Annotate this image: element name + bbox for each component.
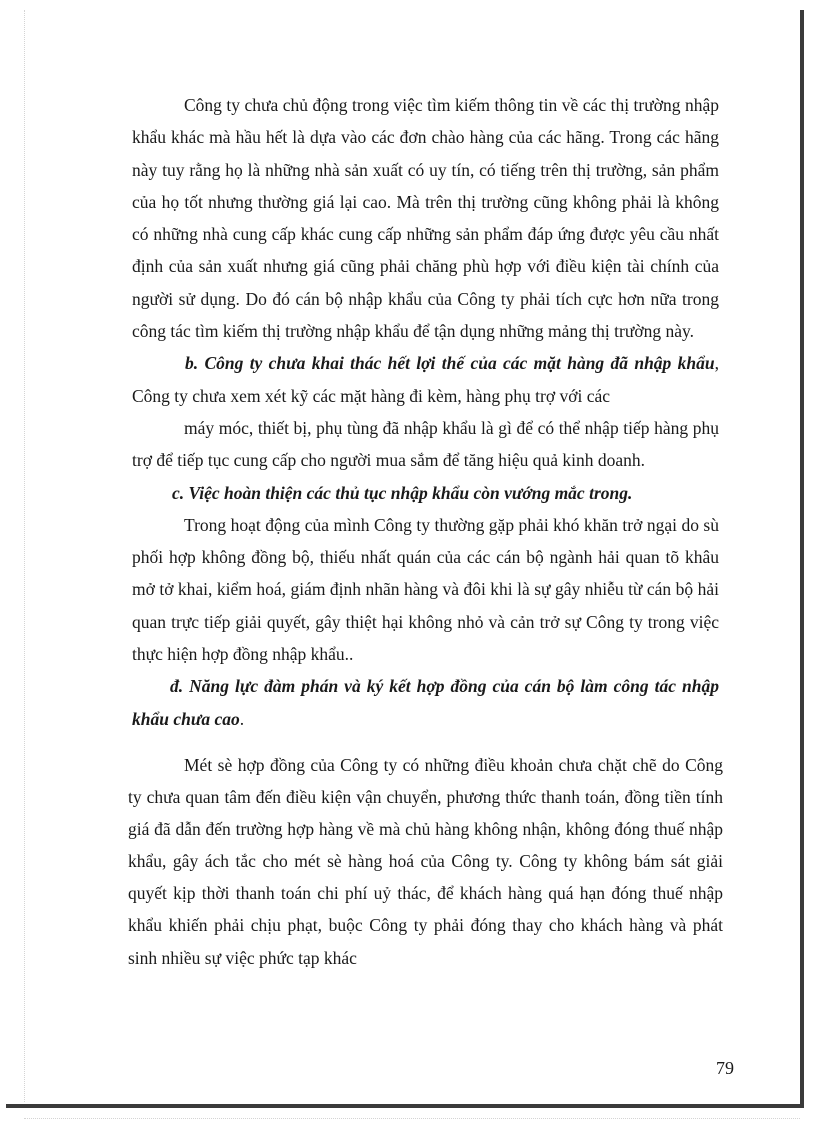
paragraph-contract-terms: Mét sè hợp đồng của Công ty có những điều khoản chưa chặt chẽ do Công ty chưa quan tâm đến điều kiện vận chuyển, phương thức thanh toán, đồng tiền tính giá đã dẫn đến trường hợp hàng về mà chủ hàng không nhận, không đóng thuế nhập khẩu, gây ách tắc cho mét sè hàng hoá của Công ty. Công ty không bám sát giải quyết kịp thời thanh toán chi phí uỷ thác, để khách hàng quá hạn đóng thuế nhập khẩu khiến phải chịu phạt, buộc Công ty phải đóng thay cho khách hàng và phát sinh nhiều sự việc phức tạp khác <box>128 754 723 968</box>
section-heading-d <box>132 670 719 735</box>
paragraph-market-research: Công ty chưa chủ động trong việc tìm kiếm thông tin về các thị trường nhập khẩu khác mà hầu hết là dựa vào các đơn chào hàng của các hãng. Trong các hãng này tuy rằng họ là những nhà sản xuất có uy tín, có tiếng trên thị trường, sản phẩm của họ tốt nhưng thường giá lại cao. Mà trên thị trường cũng không phải là không có những nhà cung cấp khác cung cấp những sản phẩm đáp ứng được yêu cầu nhất định của sản xuất nhưng giá cũng phải chăng phù hợp với điều kiện tài chính của người sử dụng. Do đó cán bộ nhập khẩu của Công ty phải tích cực hơn nữa trong công tác tìm kiếm thị trường nhập khẩu để tận dụng những mảng thị trường này. <box>132 95 719 342</box>
heading-d-tail: . <box>239 708 245 729</box>
dotted-bottom-guide <box>24 1118 800 1119</box>
page-number: 79 <box>716 1058 734 1078</box>
dotted-left-guide <box>24 10 25 1102</box>
heading-b-text: b. Công ty chưa khai thác hết lợi thế của các mặt hàng đã nhập khẩu <box>185 353 715 374</box>
paragraph-customs-procedures: Trong hoạt động của mình Công ty thường gặp phải khó khăn trở ngại do sù phối hợp không đồng bộ, thiếu nhất quán của các cán bộ ngành hải quan tõ khâu mở tở khai, kiểm hoá, giám định nhãn hàng và đôi khi là sự gây nhiễu từ cán bộ hải quan trực tiếp giải quyết, gây thiệt hại không nhỏ và cản trở sự Công ty trong việc thực hiện hợp đồng nhập khẩu.. <box>132 514 719 665</box>
heading-b-continuation: , Công ty chưa xem xét kỹ các mặt hàng đi kèm, hàng phụ trợ với các <box>132 353 719 406</box>
section-spacer <box>132 735 719 749</box>
section-heading-c: c. Việc hoàn thiện các thủ tục nhập khẩu còn vướng mắc trong. <box>172 482 633 503</box>
section-heading-b <box>132 347 719 412</box>
document-body <box>128 89 723 974</box>
paragraph-accessory-goods: máy móc, thiết bị, phụ tùng đã nhập khẩu là gì để có thể nhập tiếp hàng phụ trợ để tiếp tục cung cấp cho người mua sắm để tăng hiệu quả kinh doanh. <box>132 417 719 471</box>
heading-d-text: đ. Năng lực đàm phán và ký kết hợp đồng của cán bộ làm công tác nhập khẩu chưa cao <box>132 676 719 729</box>
